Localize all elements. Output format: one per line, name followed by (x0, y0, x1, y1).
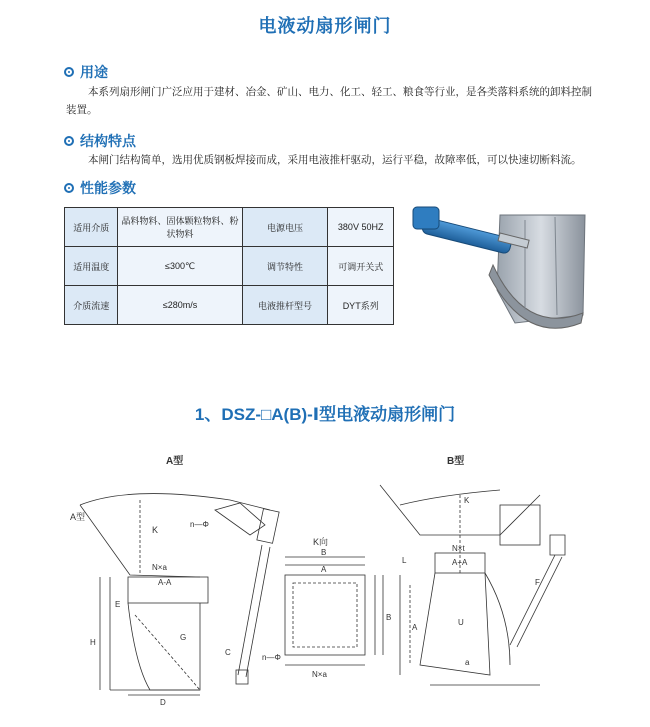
dim-a-plus: A+A (452, 558, 468, 567)
spec-value: 可调开关式 (328, 247, 394, 286)
structure-paragraph (66, 151, 596, 169)
spec-value: ≤300℃ (118, 247, 242, 286)
table-row (65, 208, 394, 247)
type-b-label: B型 (447, 456, 465, 467)
type-a-label: A型 (166, 456, 184, 467)
dim-f: F (535, 578, 540, 587)
dim-a-top: A (321, 565, 327, 574)
dim-l: L (402, 556, 407, 565)
table-row (65, 247, 394, 286)
a-type-drawing (80, 494, 279, 695)
spec-label: 电源电压 (242, 208, 328, 247)
drawing-title: 1、DSZ-□A(B)-Ⅰ型电液动扇形闸门 (194, 405, 456, 424)
spec-label: 介质流速 (65, 286, 118, 325)
dim-b-side: B (386, 613, 392, 622)
usage-heading (64, 62, 108, 82)
dim-nxa-bottom: N×a (312, 670, 327, 679)
k-view-drawing (285, 557, 383, 665)
spec-value: ≤280m/s (118, 286, 242, 325)
bullet-icon (64, 183, 74, 193)
dim-u: U (458, 618, 464, 627)
usage-heading-text: 用途 (80, 64, 108, 80)
dim-b-top: B (321, 548, 327, 557)
spec-table (64, 207, 394, 325)
dim-a-small: a (465, 658, 470, 667)
bullet-icon (64, 136, 74, 146)
product-photo (405, 195, 610, 345)
structure-heading (64, 131, 136, 151)
dim-a-b: A (412, 623, 418, 632)
dim-nxt: N×t (452, 544, 465, 553)
dim-n-phi: n—Φ (190, 520, 209, 529)
table-row (65, 286, 394, 325)
dim-nxa: N×a (152, 563, 167, 572)
params-heading (64, 178, 136, 198)
usage-text: 本系列扇形闸门广泛应用于建材、冶金、矿山、电力、化工、轻工、粮食等行业，是各类落料系统的卸料控制装置。 (66, 86, 592, 116)
technical-drawing (40, 465, 630, 720)
k-view-label: K向 (313, 537, 329, 547)
structure-heading-text: 结构特点 (80, 133, 136, 149)
page-title: 电液动扇形闸门 (258, 16, 392, 36)
dim-c: C (225, 648, 231, 657)
dim-k: K (152, 525, 159, 535)
spec-value: 380V 50HZ (328, 208, 394, 247)
dim-n-phi-k: n—Φ (262, 653, 281, 662)
structure-text: 本闸门结构简单，选用优质钢板焊接而成，采用电液推杆驱动，运行平稳，故障率低，可以快速切断料流。 (88, 154, 582, 166)
dim-h: H (90, 638, 96, 647)
bullet-icon (64, 67, 74, 77)
spec-value: DYT系列 (328, 286, 394, 325)
spec-label: 电液推杆型号 (242, 286, 328, 325)
dim-aa: A-A (158, 578, 172, 587)
dim-k-b: K (464, 496, 470, 505)
spec-label: 适用温度 (65, 247, 118, 286)
spec-label: 调节特性 (242, 247, 328, 286)
dim-e: E (115, 600, 121, 609)
dim-g: G (180, 633, 187, 642)
spec-value: 晶料物料、固体颗粒物料、粉状物料 (118, 208, 242, 247)
a-type-side-label: A型 (70, 512, 86, 522)
usage-paragraph (66, 83, 596, 119)
params-heading-text: 性能参数 (80, 180, 136, 196)
dim-d: D (160, 698, 166, 707)
spec-label: 适用介质 (65, 208, 118, 247)
